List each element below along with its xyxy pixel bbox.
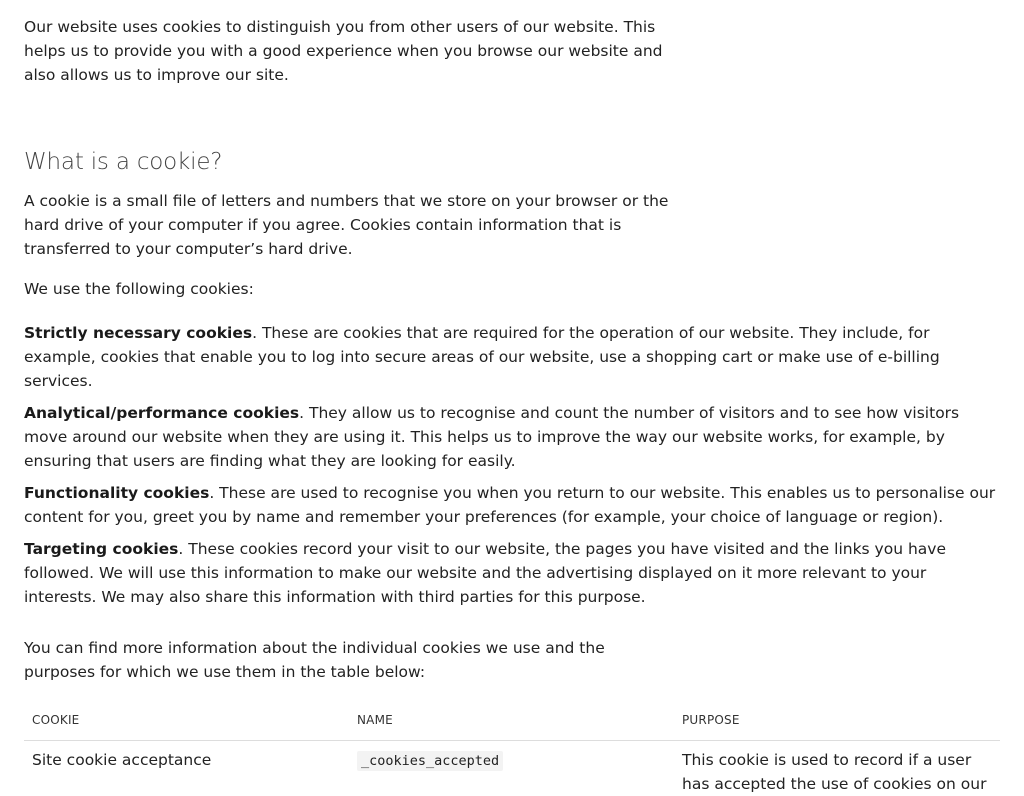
column-header-purpose: PURPOSE <box>674 708 1000 741</box>
cookie-type-title: Functionality cookies <box>24 484 209 502</box>
table-header-row <box>24 708 1000 741</box>
cookie-type-title: Strictly necessary cookies <box>24 324 252 342</box>
cookie-definition-paragraph: A cookie is a small file of letters and numbers that we store on your browser or the hard drive of your computer if you agree. Cookies contain information that is transferred to your computer’s hard drive. <box>24 189 676 261</box>
cookie-type-item <box>24 481 1000 529</box>
cookies-table <box>24 708 1000 796</box>
cookie-type-item <box>24 321 1000 393</box>
purpose-cell: This cookie is used to record if a user has accepted the use of cookies on our <box>674 741 1000 796</box>
cookie-type-item <box>24 401 1000 473</box>
intro-paragraph: Our website uses cookies to distinguish you from other users of our website. This helps us to provide you with a good experience when you browse our website and also allows us to improve our site. <box>24 15 676 87</box>
table-intro-paragraph: You can find more information about the individual cookies we use and the purposes for which we use them in the table below: <box>24 636 676 684</box>
cookie-list-intro: We use the following cookies: <box>24 277 676 301</box>
cookie-type-title: Targeting cookies <box>24 540 178 558</box>
cookie-type-description: . These cookies record your visit to our website, the pages you have visited and the links you have followed. We will use this information to make our website and the advertising displayed on it more relevant to your interests. We may also share this information with third parties for this purpose. <box>24 540 946 606</box>
cookie-cell: Site cookie acceptance <box>24 741 349 796</box>
cookie-types-list <box>24 321 1000 609</box>
name-cell <box>349 741 674 796</box>
table-row <box>24 741 1000 796</box>
cookie-type-description: . These are cookies that are required for the operation of our website. They include, for example, cookies that enable you to log into secure areas of our website, use a shopping cart or make use of e-billing services. <box>24 324 940 390</box>
cookie-type-title: Analytical/performance cookies <box>24 404 299 422</box>
cookie-type-description: . These are used to recognise you when you return to our website. This enables us to personalise our content for you, greet you by name and remember your preferences (for example, your choice of language or region). <box>24 484 995 526</box>
cookie-name-code: _cookies_accepted <box>357 751 503 771</box>
column-header-cookie: COOKIE <box>24 708 349 741</box>
section-heading: What is a cookie? <box>24 147 1000 177</box>
column-header-name: NAME <box>349 708 674 741</box>
cookie-type-item <box>24 537 1000 609</box>
cookie-type-description: . They allow us to recognise and count the number of visitors and to see how visitors move around our website when they are using it. This helps us to improve the way our website works, for example, by ensuring that users are finding what they are looking for easily. <box>24 404 959 470</box>
